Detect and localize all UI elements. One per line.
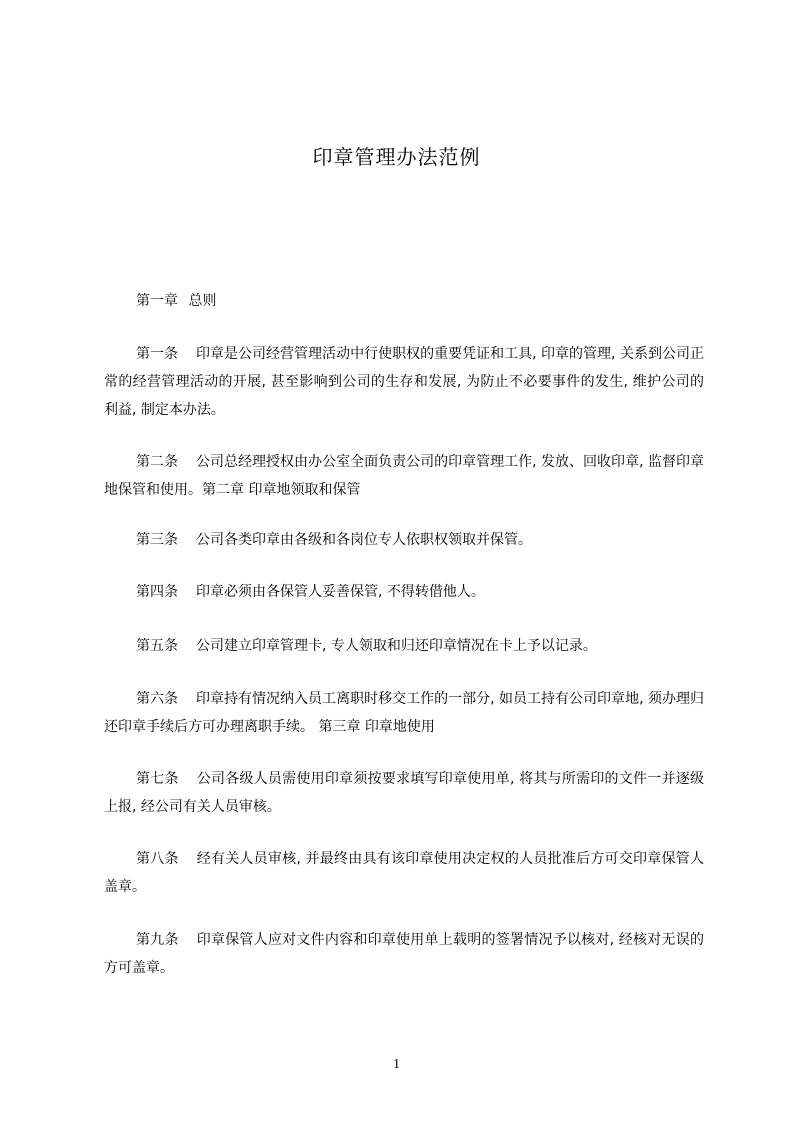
article-8 [104,845,704,901]
article-5 [104,632,704,660]
page-number: 1 [393,1057,400,1072]
article-text: 公司各级人员需使用印章须按要求填写印章使用单, 将其与所需印的文件一并逐级上报, 经公司有关人员审核。 [104,771,704,815]
article-text: 印章保管人应对文件内容和印章使用单上载明的签署情况予以核对, 经核对无误的方可盖章。 [104,932,704,976]
chapter-1-heading [104,287,704,315]
article-text: 印章必须由各保管人妥善保管, 不得转借他人。 [196,584,485,600]
article-6 [104,685,704,741]
article-label: 第五条 [136,638,178,654]
article-2 [104,448,704,504]
article-label: 第二条 [136,454,179,470]
article-label: 第一条 [136,346,179,362]
article-1 [104,340,704,424]
article-text: 经有关人员审核, 并最终由具有该印章使用决定权的人员批准后方可交印章保管人盖章。 [104,851,704,895]
article-text: 印章是公司经营管理活动中行使职权的重要凭证和工具, 印章的管理, 关系到公司正常的经营管理活动的开展, 甚至影响到公司的生存和发展, 为防止不必要事件的发生, 维护公司的利益, 制定本办法。 [104,346,704,418]
article-label: 第三条 [136,532,178,548]
chapter-label: 第一章 [136,293,178,309]
article-7 [104,765,704,821]
article-label: 第四条 [136,584,178,600]
article-text: 公司各类印章由各级和各岗位专人依职权领取并保管。 [196,532,532,548]
article-4 [104,578,704,606]
article-label: 第六条 [136,691,179,707]
article-label: 第七条 [136,771,179,787]
article-text: 公司建立印章管理卡, 专人领取和归还印章情况在卡上予以记录。 [196,638,597,654]
article-text: 印章持有情况纳入员工离职时移交工作的一部分, 如员工持有公司印章地, 须办理归还印章手续后方可办理离职手续。 第三章 印章地使用 [104,691,704,735]
document-title: 印章管理办法范例 [312,145,481,169]
article-9 [104,926,704,982]
article-label: 第九条 [136,932,179,948]
article-text: 公司总经理授权由办公室全面负责公司的印章管理工作, 发放、回收印章, 监督印章地保管和使用。第二章 印章地领取和保管 [104,454,704,498]
article-3 [104,526,704,554]
article-label: 第八条 [136,851,179,867]
chapter-title: 总则 [188,293,217,309]
